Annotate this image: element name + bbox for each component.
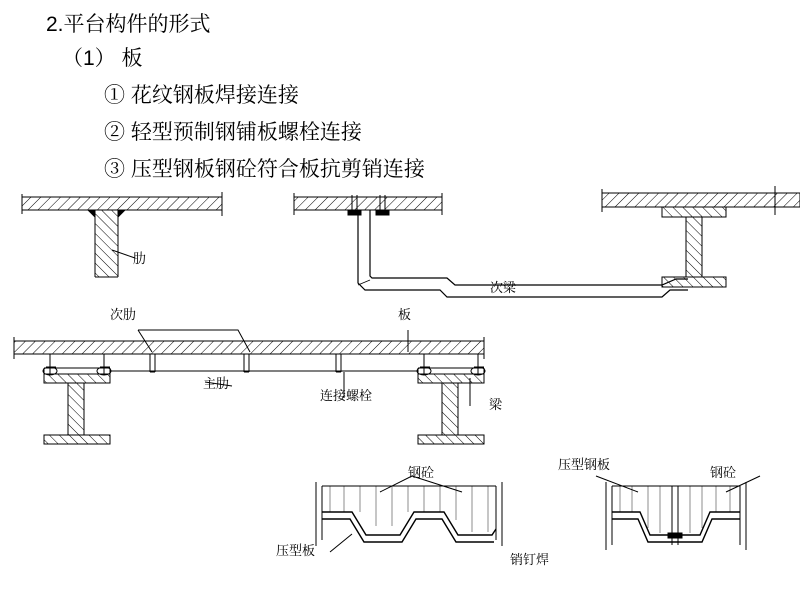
list-item-1: ① 花纹钢板焊接连接 [104,84,299,107]
label-plate: 板 [398,307,412,322]
label-stud-weld: 销钉焊 [510,552,550,567]
label-main-rib: 主肋 [203,376,230,391]
label-connecting-bolt: 连接螺栓 [320,388,373,403]
label-beam: 梁 [489,397,503,412]
page-title: 2.平台构件的形式 [46,13,211,36]
label-concrete-left: 钢砼 [408,465,435,480]
label-rib: 肋 [133,251,147,266]
panel-composite-top-right [602,186,800,287]
panel-stud-weld [596,476,760,550]
label-profiled-steel-plate: 压型钢板 [558,457,611,472]
label-profiled-plate: 压型板 [276,543,316,558]
panel-platform-assembly [14,330,485,444]
label-secondary-beam: 次梁 [490,280,517,295]
list-item-3: ③ 压型钢板钢砼符合板抗剪销连接 [104,158,425,181]
label-concrete-right: 钢砼 [710,465,737,480]
subheading: （1） 板 [62,47,143,70]
panel-welded-plate [22,192,222,277]
label-secondary-rib: 次肋 [110,307,137,322]
list-item-2: ② 轻型预制钢铺板螺栓连接 [104,121,362,144]
panel-profiled-sheet [316,476,502,552]
